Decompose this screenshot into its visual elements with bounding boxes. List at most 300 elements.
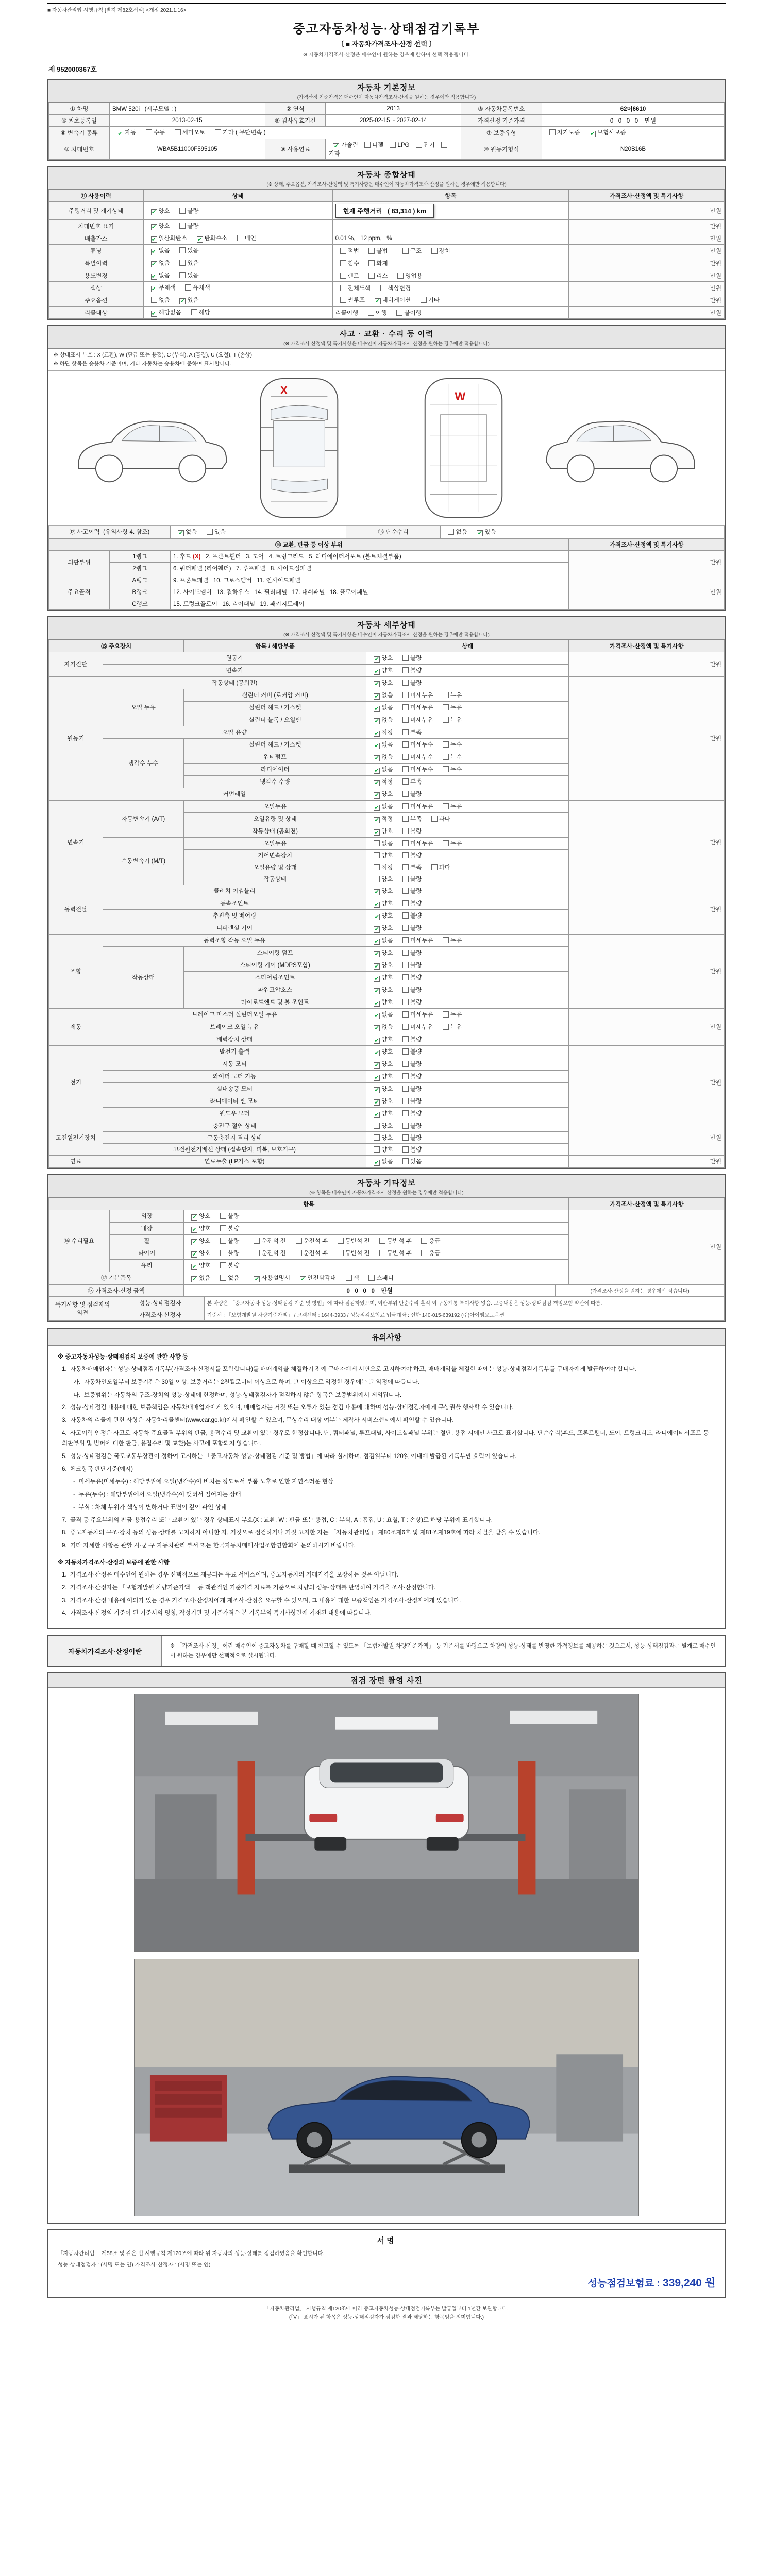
- damage-marker-hood: X: [280, 383, 288, 397]
- checkbox-empty: [179, 208, 186, 214]
- table-cell: ✔ 없음 미세누수 누수: [366, 738, 569, 751]
- table-cell: 브레이크 마스터 실린더오일 누유: [103, 1008, 366, 1021]
- checkbox-empty: [402, 974, 409, 980]
- section-accident-history: [47, 325, 726, 611]
- table-cell: ⑩ 원동기형식: [461, 139, 542, 160]
- mileage-highlight: 현재 주행거리 ( 83,314 ) km: [335, 204, 434, 218]
- damage-code-legend: [48, 349, 725, 371]
- table-cell: ④ 최초등록일: [49, 115, 110, 127]
- notice-line: ※ 자동차가격조사·산정의 보증에 관한 사항: [58, 1559, 170, 1566]
- table-cell: 동력조향 작동 오일 누유: [103, 934, 366, 946]
- checkbox-empty: [402, 1123, 409, 1129]
- section-etc-title-bar: [48, 1175, 725, 1198]
- panel-damage-table: [48, 538, 725, 610]
- price-definition-title: 자동차가격조사·산정이란: [48, 1636, 162, 1666]
- table-cell: WBA5B11000F595105: [109, 139, 265, 160]
- table-cell: 만원: [569, 202, 725, 220]
- section-accident-note: (※ 가격조사·산정액 및 특기사항은 매수인이 자동차가격조사·산정을 원하는 경우에만 적용합니다): [283, 341, 490, 347]
- checkbox-empty: [402, 840, 409, 846]
- checkbox-checked: ✔: [374, 889, 379, 895]
- table-cell: ✔ 양호 불량: [366, 996, 569, 1008]
- checkbox-empty: [368, 260, 375, 266]
- checkbox-checked: ✔: [374, 1111, 379, 1118]
- table-cell: 특기사항 및 점검자의 의견: [49, 1297, 116, 1320]
- table-cell: 작동상태: [184, 873, 366, 885]
- document-footer: [47, 2304, 726, 2328]
- checkbox-checked: ✔: [374, 656, 379, 663]
- table-cell: 유리: [109, 1259, 183, 1272]
- checkbox-checked: ✔: [374, 1037, 379, 1044]
- table-cell: 12. 사이드멤버 13. 휠하우스 14. 필러패널 17. 대쉬패널 18. 플로어패널: [170, 586, 569, 598]
- checkbox-empty: [421, 297, 427, 303]
- table-cell: 고전원전기장치: [49, 1120, 103, 1155]
- checkbox-checked: ✔: [374, 963, 379, 970]
- checkbox-empty: [346, 1275, 352, 1281]
- table-cell: 오일 누유: [103, 689, 183, 726]
- table-cell: ✔ 무채색 유채색: [143, 282, 332, 294]
- checkbox-empty: [340, 273, 346, 279]
- table-cell: ✔ 적정 부족 과다: [366, 812, 569, 825]
- checkbox-empty: [402, 1073, 409, 1079]
- table-cell: ✔ 양호 불량: [184, 1210, 569, 1222]
- table-cell: ✔ 없음 미세누유 누유: [366, 1008, 569, 1021]
- table-cell: 만원: [569, 1008, 725, 1045]
- table-cell: 자가보증 ✔ 보험사보증: [542, 127, 724, 139]
- checkbox-empty: [364, 142, 371, 148]
- checkbox-empty: [340, 297, 346, 303]
- table-cell: 만원: [569, 652, 725, 676]
- table-cell: 튜닝: [49, 245, 144, 257]
- table-cell: 만원: [569, 282, 725, 294]
- checkbox-empty: [402, 925, 409, 931]
- checkbox-empty: [443, 803, 449, 809]
- table-cell: 오일유량 및 상태: [184, 861, 366, 873]
- table-cell: ✔ 양호 불량: [366, 909, 569, 922]
- checkbox-empty: [402, 1036, 409, 1042]
- section-overall-title: 자동차 종합상태: [357, 171, 416, 179]
- table-cell: ✔ 양호 불량: [366, 676, 569, 689]
- table-cell: 디퍼렌셜 기어: [103, 922, 366, 934]
- table-cell: ⑯ 수리필요: [49, 1210, 110, 1272]
- checkbox-checked: ✔: [333, 143, 339, 149]
- checkbox-checked: ✔: [151, 286, 157, 292]
- signature-names-line: 성능·상태점검자 : (서명 또는 인) 가격조사·산정자 : (서명 또는 인): [58, 2262, 211, 2268]
- checkbox-empty: [402, 1011, 409, 1018]
- checkbox-checked: ✔: [374, 730, 379, 737]
- notice-line: 3. 자동차의 리콜에 관한 사항은 자동차리콜센터(www.car.go.kr)에서 확인할 수 있으며, 무상수리 대상 여부는 제작사 서비스센터에서 확인할 수 있습니다.: [62, 1417, 454, 1424]
- checkbox-empty: [374, 852, 380, 858]
- table-cell: B랭크: [109, 586, 170, 598]
- table-cell: 0 0 0 0 만원: [184, 1284, 556, 1296]
- table-cell: 만원: [569, 220, 725, 232]
- checkbox-empty: [443, 754, 449, 760]
- checkbox-checked: ✔: [151, 261, 157, 267]
- table-cell: ⑱ 가격조사·산정 금액: [49, 1284, 184, 1296]
- inspection-photo-lift-front: [134, 1959, 639, 2216]
- checkbox-checked: ✔: [300, 1276, 306, 1282]
- checkbox-empty: [151, 297, 157, 303]
- section-etc-info: [47, 1174, 726, 1322]
- table-cell: 2025-02-15 ~ 2027-02-14: [326, 115, 461, 127]
- table-cell: ✔ 양호 불량: [366, 1045, 569, 1058]
- table-cell: 조향: [49, 934, 103, 1008]
- checkbox-checked: ✔: [180, 298, 185, 304]
- table-cell: 1랭크: [109, 550, 170, 562]
- notice-line: 8. 중고자동차의 구조·장치 등의 성능·상태를 고지하지 아니한 자, 거짓으로 점검하거나 거짓 고지한 자는 「자동차관리법」 제80조제6호 및 제81조제19호에 따라 처벌을 받을 수 있습니다.: [62, 1530, 541, 1536]
- checkbox-empty: [296, 1250, 302, 1256]
- law-reference: ■ 자동차관리법 시행규칙 [별지 제82호서식] <개정 2021.1.16>: [47, 3, 726, 13]
- table-cell: 원동기: [49, 676, 103, 800]
- checkbox-empty: [402, 950, 409, 956]
- table-cell: 양호 불량: [366, 873, 569, 885]
- table-cell: ✔ 없음 미세누유 누유: [366, 701, 569, 714]
- table-cell: BMW 520i (세부모델 : ): [109, 103, 265, 115]
- table-cell: 와이퍼 모터 기능: [103, 1070, 366, 1082]
- checkbox-checked: ✔: [192, 1251, 197, 1258]
- section-price-definition: [47, 1635, 726, 1667]
- table-cell: ✔ 양호 불량: [366, 664, 569, 676]
- table-cell: ✔ 양호 불량: [366, 1058, 569, 1070]
- checkbox-empty: [379, 1238, 385, 1244]
- section-photos-title: 점검 장면 촬영 사진: [350, 1676, 423, 1686]
- section-etc-note: (※ 항목은 매수인이 자동차가격조사·산정을 원하는 경우에만 적용합니다): [309, 1190, 464, 1196]
- checkbox-empty: [191, 309, 197, 315]
- table-cell: ⑬ 단순수리: [346, 526, 441, 538]
- table-cell: N20B16B: [542, 139, 724, 160]
- table-cell: 동력전달: [49, 885, 103, 934]
- notice-line: 나. 보증범위는 자동차의 구조·장치의 성능·상태에 한정하며, 성능·상태점검자가 점검하지 않은 항목은 보증범위에서 제외됩니다.: [73, 1392, 402, 1398]
- checkbox-empty: [402, 852, 409, 858]
- table-cell: ⑦ 보증유형: [461, 127, 542, 139]
- car-damage-diagrams: [48, 371, 725, 526]
- etc-info-table: [48, 1198, 725, 1284]
- checkbox-empty: [374, 1146, 380, 1153]
- table-cell: 리콜대상: [49, 307, 144, 319]
- table-cell: 실린더 블록 / 오일팬: [184, 714, 366, 726]
- table-cell: 썬루프 ✔ 네비게이션 기타: [332, 294, 569, 307]
- table-cell: ✔ 양호 불량: [143, 202, 332, 220]
- photo-container: [48, 1688, 725, 2223]
- checkbox-empty: [402, 754, 409, 760]
- table-cell: 실린더 헤드 / 가스켓: [184, 701, 366, 714]
- section-signature: [47, 2229, 726, 2298]
- table-cell: 색상: [49, 282, 144, 294]
- checkbox-checked: ✔: [151, 249, 157, 255]
- checkbox-checked: ✔: [374, 829, 379, 836]
- premium-label: 성능점검보험료 :: [587, 2278, 660, 2290]
- checkbox-empty: [443, 766, 449, 772]
- checkbox-empty: [368, 1275, 375, 1281]
- notice-title: 유의사항: [48, 1329, 725, 1346]
- table-cell: 상태: [366, 640, 569, 652]
- checkbox-empty: [402, 717, 409, 723]
- table-cell: ✔ 양호 불량: [184, 1222, 569, 1234]
- table-cell: 가격조사·산정자: [116, 1309, 204, 1320]
- table-cell: 만원: [569, 885, 725, 934]
- table-cell: ⑪ 사용이력: [49, 190, 144, 202]
- checkbox-checked: ✔: [151, 224, 157, 230]
- checkbox-empty: [368, 310, 374, 316]
- table-cell: 없음 ✔ 있음: [441, 526, 725, 538]
- table-cell: 침수 화재: [332, 257, 569, 269]
- price-definition-body: ※ 「가격조사·산정」이란 매수인이 중고자동차를 구매할 때 참고할 수 있도록 「보험개발원 차량기준가액」 등 기준서를 바탕으로 차량의 성능·상태를 반영한 가격정보를 제공하는 것으로서, 성능·상태점검과는 별개로 매수인이 원하는 경우에만 선택적으로 실시됩니다.: [170, 1643, 716, 1659]
- checkbox-empty: [431, 248, 438, 254]
- notice-line: 1. 자동차매매업자는 성능·상태점검기록부(가격조사·산정서를 포함합니다)를 매매계약을 체결하기 전에 구매자에게 서면으로 고지하여야 하고, 매매계약을 체결한 때에는 성능·상태점검기록부를 구매자에게 발급하여야 합니다.: [62, 1366, 636, 1373]
- table-cell: 만원: [569, 294, 725, 307]
- table-cell: 기어변속장치: [184, 849, 366, 861]
- table-cell: ① 차명: [49, 103, 110, 115]
- table-cell: 고전원전기배선 상태 (접속단자, 피복, 보호기구): [103, 1143, 366, 1155]
- checkbox-empty: [443, 692, 449, 698]
- checkbox-empty: [431, 864, 438, 870]
- table-cell: ✔ 양호 불량: [366, 922, 569, 934]
- table-cell: 워터펌프: [184, 751, 366, 763]
- table-cell: 자기진단: [49, 652, 103, 676]
- checkbox-empty: [179, 260, 186, 266]
- table-cell: 항목: [332, 190, 569, 202]
- checkbox-empty: [215, 129, 221, 135]
- price-total: [48, 1284, 725, 1297]
- table-cell: ✔ 없음 미세누유 누유: [366, 714, 569, 726]
- checkbox-empty: [402, 803, 409, 809]
- table-cell: (가격조사·산정을 원하는 경우에만 적습니다): [556, 1284, 725, 1296]
- section-detail-title-bar: [48, 617, 725, 640]
- checkbox-checked: ✔: [374, 1074, 379, 1081]
- checkbox-empty: [296, 1238, 302, 1244]
- checkbox-checked: ✔: [151, 236, 157, 243]
- table-cell: ✔ 양호 불량: [366, 885, 569, 897]
- checkbox-checked: ✔: [151, 209, 157, 215]
- table-cell: 차대번호 표기: [49, 220, 144, 232]
- checkbox-empty: [402, 704, 409, 710]
- accident-status-table: [48, 526, 725, 538]
- table-cell: 외판부위: [49, 550, 110, 574]
- table-cell: ✔ 적정 부족: [366, 726, 569, 738]
- table-cell: ⑤ 검사유효기간: [265, 115, 326, 127]
- checkbox-empty: [549, 129, 556, 135]
- table-cell: 만원: [569, 269, 725, 282]
- table-cell: 변속기: [49, 800, 103, 885]
- table-cell: 가격조사·산정액 및 특기사항: [569, 538, 725, 550]
- checkbox-empty: [175, 129, 181, 135]
- checkbox-empty: [390, 142, 396, 148]
- table-cell: 냉각수 수량: [184, 775, 366, 788]
- checkbox-empty: [402, 692, 409, 698]
- table-cell: C랭크: [109, 598, 170, 609]
- checkbox-empty: [443, 937, 449, 943]
- table-cell: 만원: [569, 1210, 725, 1284]
- table-cell: 만원: [569, 800, 725, 885]
- table-cell: 없음 미세누유 누유: [366, 837, 569, 849]
- table-cell: ✔ 양호 불량: [366, 984, 569, 996]
- checkbox-empty: [397, 273, 404, 279]
- checkbox-empty: [402, 741, 409, 748]
- checkbox-checked: ✔: [374, 755, 379, 761]
- basic-info-table: [48, 103, 725, 160]
- table-cell: ✔ 없음 있음: [366, 1155, 569, 1167]
- checkbox-empty: [402, 912, 409, 919]
- checkbox-empty: [441, 142, 447, 148]
- table-cell: ⑭ 교환, 판금 등 이상 부위: [49, 538, 569, 550]
- checkbox-empty: [368, 248, 375, 254]
- checkbox-empty: [402, 962, 409, 968]
- section-accident-title-bar: [48, 326, 725, 349]
- table-cell: 가격산정 기준가격: [461, 115, 542, 127]
- table-cell: ✔ 양호 불량: [143, 220, 332, 232]
- document-page: [47, 0, 726, 2328]
- notice-line: 5. 성능·상태점검은 국토교통부장관이 정하여 고시하는 「중고자동차 성능·상태점검 기준 및 방법」에 따라 실시하며, 점검일부터 120일 이내에 발급된 기록부만 효력이 있습니다.: [62, 1453, 516, 1460]
- checkbox-checked: ✔: [374, 938, 379, 945]
- table-cell: ✔ 적정 부족: [366, 775, 569, 788]
- section-basic-info: [47, 79, 726, 161]
- table-cell: ✔ 양호 불량: [366, 1033, 569, 1045]
- checkbox-empty: [448, 529, 454, 535]
- checkbox-empty: [402, 1086, 409, 1092]
- checkbox-checked: ✔: [374, 1159, 379, 1166]
- checkbox-checked: ✔: [374, 742, 379, 749]
- table-cell: 주요옵션: [49, 294, 144, 307]
- section-basic-note: (가격산정 기준가격은 매수인이 자동차가격조사·산정을 원하는 경우에만 적용합니다): [297, 95, 476, 100]
- table-cell: ✔ 자동 수동 세미오토 기타 ( 무단변속 ): [109, 127, 461, 139]
- signature-title: 서명: [377, 2236, 396, 2246]
- table-cell: ⑥ 변속기 종류: [49, 127, 110, 139]
- table-cell: 파워고압호스: [184, 984, 366, 996]
- document-header: [47, 19, 726, 58]
- checkbox-empty: [379, 1250, 385, 1256]
- notice-line: 가. 자동차인도일부터 보증기간은 30일 이상, 보증거리는 2천킬로미터 이상으로 하며, 그 이상으로 약정한 경우에는 그 약정에 따릅니다.: [73, 1379, 419, 1385]
- section-overall-condition: [47, 166, 726, 320]
- inspector-opinion-table: [48, 1297, 725, 1321]
- notice-line: - 부식 : 차체 부위가 색상이 변하거나 표면이 깊이 파인 상태: [73, 1504, 227, 1511]
- table-cell: 만원: [569, 245, 725, 257]
- table-cell: 기준서 : 「보험개발원 차량기준가액」 / 고객센터 : 1644-3933 / 성능점검보험료 입금계좌 : 신한 140-015-639192 (주)아이엠오토옥션: [204, 1309, 724, 1320]
- document-subnote: ※ 자동차가격조사·산정은 매수인이 원하는 경우에 한하여 선택·적용됩니다.: [303, 52, 470, 58]
- checkbox-checked: ✔: [192, 1276, 197, 1282]
- section-detail-note: (※ 가격조사·산정액 및 특기사항은 매수인이 자동차가격조사·산정을 원하는 경우에만 적용합니다): [283, 632, 490, 638]
- table-cell: 충전구 절연 상태: [103, 1120, 366, 1131]
- table-cell: 양호 불량: [366, 849, 569, 861]
- table-cell: 0 0 0 0 만원: [542, 115, 724, 127]
- checkbox-checked: ✔: [374, 1049, 379, 1056]
- checkbox-checked: ✔: [254, 1276, 259, 1282]
- checkbox-empty: [338, 1238, 344, 1244]
- table-cell: 2013: [326, 103, 461, 115]
- checkbox-checked: ✔: [374, 913, 379, 920]
- checkbox-empty: [416, 142, 422, 148]
- checkbox-empty: [220, 1262, 226, 1268]
- table-cell: ③ 자동차등록번호: [461, 103, 542, 115]
- checkbox-empty: [185, 284, 191, 291]
- table-cell: 라디에이터 팬 모터: [103, 1095, 366, 1107]
- checkbox-checked: ✔: [374, 681, 379, 687]
- table-cell: 커먼레일: [103, 788, 366, 800]
- checkbox-checked: ✔: [374, 792, 379, 799]
- table-cell: ⑰ 기본품목: [49, 1272, 184, 1284]
- table-cell: ✔ 양호 불량: [366, 1095, 569, 1107]
- section-inspection-photos: [47, 1672, 726, 2224]
- checkbox-checked: ✔: [192, 1239, 197, 1245]
- checkbox-empty: [421, 1238, 427, 1244]
- section-detail-title: 자동차 세부상태: [357, 620, 416, 630]
- table-cell: ✔ 없음 미세누유 누유: [366, 689, 569, 701]
- table-cell: 타이어: [109, 1247, 183, 1259]
- table-cell: 실내송풍 모터: [103, 1082, 366, 1095]
- notice-line: 4. 사고이력 인정은 사고로 자동차 주요골격 부위의 판금, 용접수리 및 교환이 있는 경우로 한정합니다. 단, 쿼터패널, 루프패널, 사이드실패널 부위는 절단, 용접 시에만 사고로 표기합니다. 단순수리(후드, 프론트휀더, 도어, 트렁크리드, 라디에이터서포트 등 외판부위 및 범퍼에 대한 판금, 용접수리 및 교환)는 사고에 포함되지 않습니다.: [62, 1430, 709, 1447]
- checkbox-checked: ✔: [374, 975, 379, 982]
- overall-condition-table: [48, 190, 725, 319]
- table-cell: ✔ 없음 미세누수 누수: [366, 751, 569, 763]
- checkbox-checked: ✔: [374, 705, 379, 712]
- checkbox-empty: [402, 1048, 409, 1055]
- table-cell: 오일누유: [184, 837, 366, 849]
- table-cell: 만원: [569, 550, 725, 574]
- table-cell: ✔ 없음 미세누유 누유: [366, 1021, 569, 1033]
- notice-line: - 미세누유(미세누수) : 해당부위에 오일(냉각수)이 비치는 정도로서 부품 노후로 인한 자연스러운 현상: [73, 1479, 334, 1485]
- checkbox-checked: ✔: [374, 817, 379, 823]
- table-cell: 라디에이터: [184, 763, 366, 775]
- table-cell: 62머6610: [542, 103, 724, 115]
- table-cell: 원동기: [103, 652, 366, 664]
- checkbox-empty: [374, 840, 380, 846]
- table-cell: 스티어링 기어 (MDPS포함): [184, 959, 366, 971]
- table-cell: 자동변속기 (A/T): [103, 800, 183, 837]
- checkbox-empty: [443, 1011, 449, 1018]
- price-total-table: [48, 1284, 725, 1297]
- checkbox-empty: [402, 729, 409, 735]
- checkbox-empty: [443, 1024, 449, 1030]
- notice-line: ※ 중고자동차성능·상태점검의 보증에 관한 사항 등: [58, 1353, 189, 1360]
- table-cell: 1. 후드 (X) 2. 프론트휀더 3. 도어 4. 트렁크리드 5. 라디에이터서포트 (볼트체결부품): [170, 550, 569, 562]
- checkbox-empty: [220, 1275, 226, 1281]
- table-cell: [332, 202, 569, 220]
- table-cell: A랭크: [109, 574, 170, 586]
- checkbox-checked: ✔: [151, 311, 157, 317]
- table-cell: 6. 쿼터패널 (리어휀더) 7. 루프패널 8. 사이드실패널: [170, 562, 569, 574]
- table-cell: ✔ 양호 불량: [366, 959, 569, 971]
- checkbox-checked: ✔: [374, 779, 379, 786]
- checkbox-empty: [338, 1250, 344, 1256]
- checkbox-empty: [220, 1225, 226, 1231]
- section-photos-title-bar: [48, 1673, 725, 1688]
- checkbox-empty: [402, 1061, 409, 1067]
- checkbox-checked: ✔: [374, 1000, 379, 1007]
- table-cell: ✔ 있음 없음 ✔ 사용설명서 ✔ 안전삼각대 잭 스패너: [184, 1272, 569, 1284]
- checkbox-checked: ✔: [374, 951, 379, 957]
- table-cell: 만원: [569, 232, 725, 245]
- table-cell: ✔ 없음 있음: [170, 526, 346, 538]
- table-cell: ✔ 가솔린 디젤 LPG 전기 기타: [326, 139, 461, 160]
- table-cell: ✔ 양호 불량: [366, 825, 569, 837]
- table-cell: [332, 220, 569, 232]
- table-cell: 만원: [569, 1120, 725, 1155]
- table-cell: 실린더 커버 (로커암 커버): [184, 689, 366, 701]
- table-cell: ✔ 해당없음 해당: [143, 307, 332, 319]
- table-cell: ✔ 양호 불량: [366, 1107, 569, 1120]
- checkbox-empty: [402, 987, 409, 993]
- table-cell: 만원: [569, 1155, 725, 1167]
- table-cell: 15. 트렁크플로어 16. 리어패널 19. 패키지트레이: [170, 598, 569, 609]
- checkbox-checked: ✔: [117, 131, 123, 137]
- checkbox-checked: ✔: [375, 298, 380, 304]
- section-notice: [47, 1328, 726, 1629]
- table-cell: 만원: [569, 1045, 725, 1120]
- notice-line: 9. 기타 자세한 사항은 관할 시·군·구 자동차관리 부서 또는 한국자동차매매사업조합연합회에 문의하시기 바랍니다.: [62, 1542, 356, 1549]
- checkbox-empty: [402, 1158, 409, 1164]
- table-cell: 작동상태 (공회전): [103, 676, 366, 689]
- checkbox-empty: [402, 667, 409, 673]
- table-cell: 만원: [569, 307, 725, 319]
- table-cell: 주요골격: [49, 574, 110, 609]
